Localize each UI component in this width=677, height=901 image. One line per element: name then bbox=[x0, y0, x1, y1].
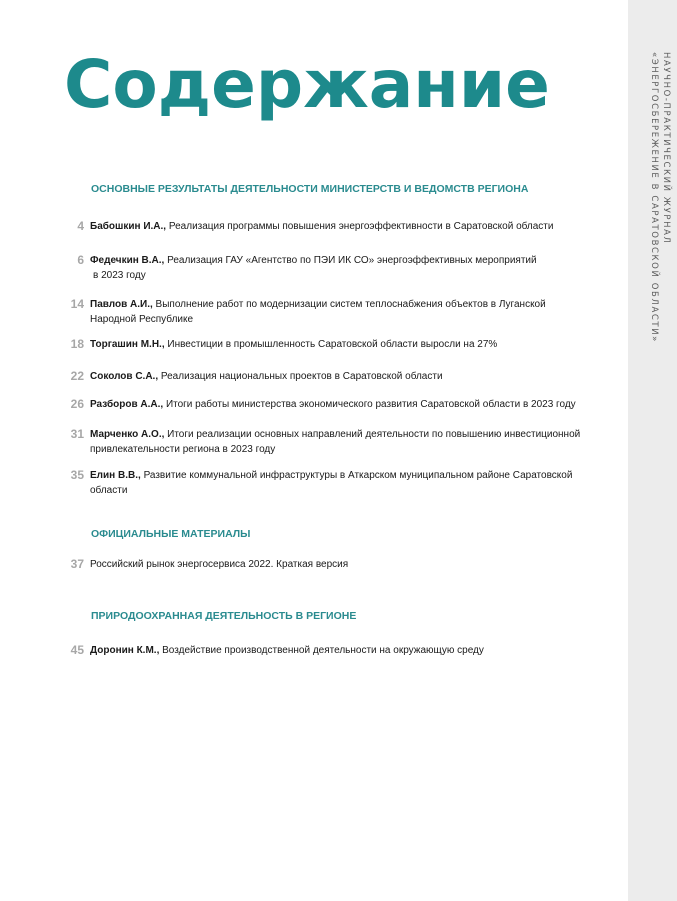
entry-title: Воздействие производственной деятельности на окружающую среду bbox=[162, 645, 484, 656]
entry-title: Итоги реализации основных направлений деятельности по повышению инвестиционной bbox=[167, 429, 581, 440]
entry-title: Развитие коммунальной инфраструктуры в Аткарском муниципальном районе Саратовской bbox=[143, 470, 573, 481]
entry-title: Реализация программы повышения энергоэффективности в Саратовской области bbox=[168, 221, 554, 232]
journal-side-label-line1: НАУЧНО-ПРАКТИЧЕСКИЙ ЖУРНАЛ bbox=[661, 52, 671, 245]
entry-author: Федечкин В.А., bbox=[90, 255, 165, 266]
entry-author: Бабошкин И.А., bbox=[90, 221, 167, 232]
entry-title: Реализация национальных проектов в Саратовской области bbox=[160, 371, 443, 382]
entry-title: Итоги работы министерства экономического развития Саратовской области в 2023 году bbox=[165, 399, 576, 410]
entry-title: Российский рынок энергосервиса 2022. Краткая версия bbox=[90, 559, 349, 570]
entry-title: Реализация ГАУ «Агентство по ПЭИ ИК СО» энергоэффективных мероприятий bbox=[167, 255, 537, 266]
page-number: 4 bbox=[77, 219, 84, 233]
entry-author: Торгашин М.Н., bbox=[90, 339, 165, 350]
entry-title-continued: в 2023 году bbox=[93, 270, 146, 281]
entry-author: Елин В.В., bbox=[90, 470, 141, 481]
page-number: 31 bbox=[70, 427, 84, 441]
section-heading-ministries: ОСНОВНЫЕ РЕЗУЛЬТАТЫ ДЕЯТЕЛЬНОСТИ МИНИСТЕРСТВ И ВЕДОМСТВ РЕГИОНА bbox=[91, 183, 529, 195]
entry-text bbox=[90, 297, 624, 327]
entry-text bbox=[90, 337, 624, 352]
journal-side-label-line2: «ЭНЕРГОСБЕРЕЖЕНИЕ В САРАТОВСКОЙ ОБЛАСТИ» bbox=[649, 52, 659, 343]
entry-author: Доронин К.М., bbox=[90, 645, 160, 656]
page-number: 18 bbox=[70, 337, 84, 351]
entry-author: Соколов С.А., bbox=[90, 371, 159, 382]
entry-author: Павлов А.И., bbox=[90, 299, 153, 310]
entry-title-continued: Народной Республике bbox=[90, 314, 194, 325]
page-number: 35 bbox=[70, 468, 84, 482]
entry-text bbox=[90, 253, 624, 283]
page-number: 6 bbox=[77, 253, 84, 267]
page-number: 45 bbox=[70, 643, 84, 657]
entry-title-continued: области bbox=[90, 485, 128, 496]
entry-author: Разборов А.А., bbox=[90, 399, 164, 410]
entry-text bbox=[90, 643, 624, 658]
page-number: 37 bbox=[70, 557, 84, 571]
entry-text bbox=[90, 397, 624, 412]
entry-title: Выполнение работ по модернизации систем теплоснабжения объектов в Луганской bbox=[155, 299, 546, 310]
journal-side-label bbox=[632, 52, 672, 372]
page-number: 14 bbox=[70, 297, 84, 311]
page-number: 26 bbox=[70, 397, 84, 411]
entry-author: Марченко А.О., bbox=[90, 429, 165, 440]
page-number: 22 bbox=[70, 369, 84, 383]
entry-text bbox=[90, 468, 624, 498]
section-heading-environment: ПРИРОДООХРАННАЯ ДЕЯТЕЛЬНОСТЬ В РЕГИОНЕ bbox=[91, 610, 357, 622]
entry-text bbox=[90, 219, 624, 234]
entry-text bbox=[90, 369, 624, 384]
entry-title: Инвестиции в промышленность Саратовской области выросли на 27% bbox=[167, 339, 498, 350]
entry-text bbox=[90, 427, 624, 457]
entry-title-continued: привлекательности региона в 2023 году bbox=[90, 444, 276, 455]
entry-text bbox=[90, 557, 624, 572]
section-heading-official: ОФИЦИАЛЬНЫЕ МАТЕРИАЛЫ bbox=[91, 528, 251, 540]
page-title: Содержание bbox=[64, 46, 550, 123]
